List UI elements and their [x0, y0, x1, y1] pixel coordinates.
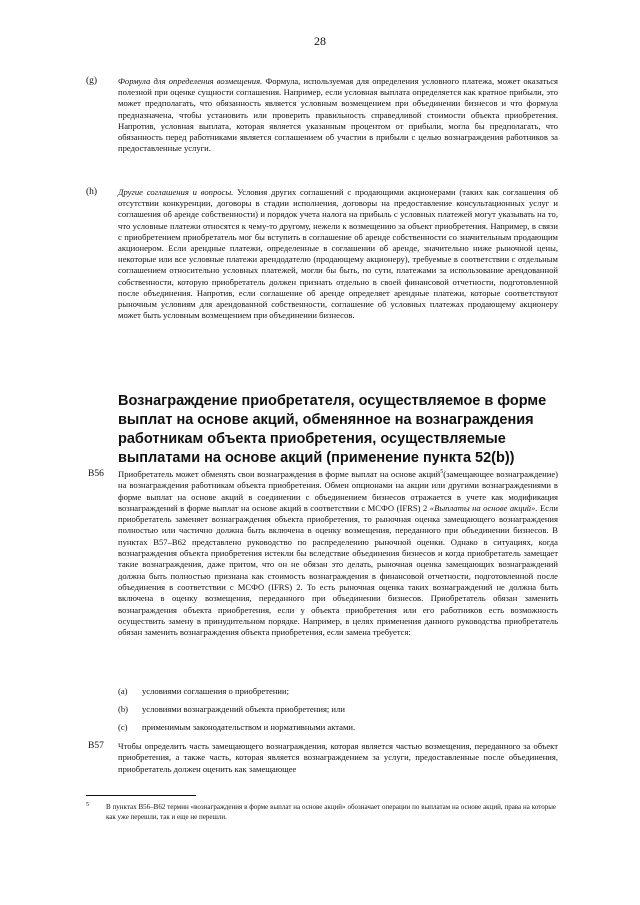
- footnote-mark: 5: [86, 802, 89, 808]
- item-lead: Формула для определения возмещения.: [118, 76, 263, 86]
- paragraph-label: B56: [88, 469, 104, 479]
- requirement-text: условиями вознаграждений объекта приобретения; или: [142, 704, 345, 714]
- footnote-divider: [86, 795, 196, 796]
- page-number: 28: [314, 34, 326, 48]
- paragraph-emphasis: «Выплаты на основе акций».: [429, 502, 538, 513]
- footnote-ref: 5: [440, 469, 444, 476]
- paragraph-text-b: (замещающее вознаграждение) на вознаграждения работникам объекта приобретения. Обмен опционами на акции или другими вознаграждениями в форме выплат на основе акций в соединении с объединением бизнесов отражается в учете как модификация вознаграждений в форме выплат на основе акций в соответствии с МСФО (IFRS) 2: [118, 469, 559, 513]
- item-text: [118, 76, 558, 154]
- item-text: [118, 187, 558, 321]
- paragraph-b56: [88, 469, 559, 638]
- requirement-text: применимым законодательством и нормативными актами.: [142, 722, 356, 732]
- footnote: [86, 803, 556, 822]
- paragraph-b57: [88, 741, 558, 775]
- footnote-text: В пунктах B56–B62 термин «вознаграждения в форме выплат на основе акций» обозначает операции по выплатам на основе акций, права на которые как уже перешли, так и еще не перешли.: [106, 803, 556, 821]
- item-body: Формула, используемая для определения условного платежа, может оказаться полезной при оценке сущности соглашения. Например, если условная выплата определяется как кратное прибыли, это может предполагать, что обязанность является условным возмещением при объединении бизнесов и что формула предназначена, чтобы установить или проверить правильность справедливой стоимости объекта приобретения. Напротив, условная выплата, которая является указанным процентом от прибыли, могла бы предполагать, что обязанность перед работниками является соглашением об участии в прибыли с целью вознаграждения работников за предоставленные услуги.: [118, 76, 558, 154]
- paragraph-text: Чтобы определить часть замещающего вознаграждения, которая является частью возмещения, переданного за объект приобретения, а также часть, которая является вознаграждением за услуги, предоставленные после объединения, приобретатель должен оценить как замещающее: [118, 741, 558, 774]
- section-heading: Вознаграждение приобретателя, осуществляемое в форме выплат на основе акций, обменянное на вознаграждения работникам объекта приобретения, осуществляемые выплатами на основе акций (применение пункта 52(b)): [118, 393, 547, 466]
- item-body: Условия других соглашений с продающими акционерами (таких как соглашения об отсутствии конкуренции, договоры в стадии исполнения, договоры на предоставление консультационных услуг и соглашения об аренде собственности) и порядок учета налога на прибыль с условных платежей могут указывать на то, что условные платежи относятся к чему-то другому, нежели к возмещению за объект приобретения. Например, в связи с приобретением приобретатель мог бы вступить в соглашение об аренде собственности со значительным продающим акционером. Если арендные платежи, определенные в соглашении об аренде, значительно ниже рыночной цены, некоторые или все условные платежи арендодателю (продающему акционеру), требуемые в соответствии с отдельным соглашением относительно условных платежей, могли бы быть, по сути, платежами за использование арендованной собственности, которую приобретатель должен признать отдельно в своей финансовой отчетности, подготовленной после объединения. Напротив, если соглашение об аренде определяет арендные платежи, которые соответствуют рыночным условиям для арендованной собственности, соглашение об условных платежах продающему акционеру может быть условным возмещением при объединении бизнесов.: [118, 187, 558, 321]
- requirement-label: (c): [118, 722, 128, 732]
- requirement-text: условиями соглашения о приобретении;: [142, 686, 289, 696]
- paragraph-text-a: Приобретатель может обменять свои вознаграждения в форме выплат на основе акций: [118, 469, 441, 479]
- item-lead: Другие соглашения и вопросы.: [118, 187, 234, 197]
- list-item-h: [86, 187, 558, 321]
- item-label: (h): [86, 187, 98, 197]
- requirement-label: (b): [118, 704, 129, 714]
- item-label: (g): [86, 76, 98, 86]
- paragraph-text-c: Если приобретатель заменяет вознаграждения объекта приобретения, то рыночная оценка замещающего вознаграждения полностью или частично должна быть включена в оценку возмещения, переданного при объединении бизнесов. В пунктах B57–B62 представлено руководство по распределению рыночной оценки. Однако в ситуациях, когда вознаграждения объекта приобретения истекли бы вследствие объединения бизнесов и когда приобретатель замещает такие вознаграждения, даже притом, что он не обязан это делать, рыночная оценка замещающих вознаграждений должна быть полностью признана как стоимость вознаграждения в финансовой отчетности, подготовленной после объединения в соответствии с МСФО (IFRS) 2. То есть рыночная оценка таких вознаграждений не должна быть включена в оценку возмещения, переданного при объединении бизнесов. Приобретатель обязан заменить вознаграждения объекта приобретения, если у объекта приобретения или его работников есть возможность осуществить замену в принудительном порядке. Например, в целях применения данного руководства приобретатель обязан заменить вознаграждения объекта приобретения, если замена требуется:: [118, 502, 558, 638]
- list-item-g: [86, 76, 558, 154]
- paragraph-label: B57: [88, 741, 104, 751]
- requirement-label: (a): [118, 686, 128, 696]
- paragraph-text: [118, 469, 558, 638]
